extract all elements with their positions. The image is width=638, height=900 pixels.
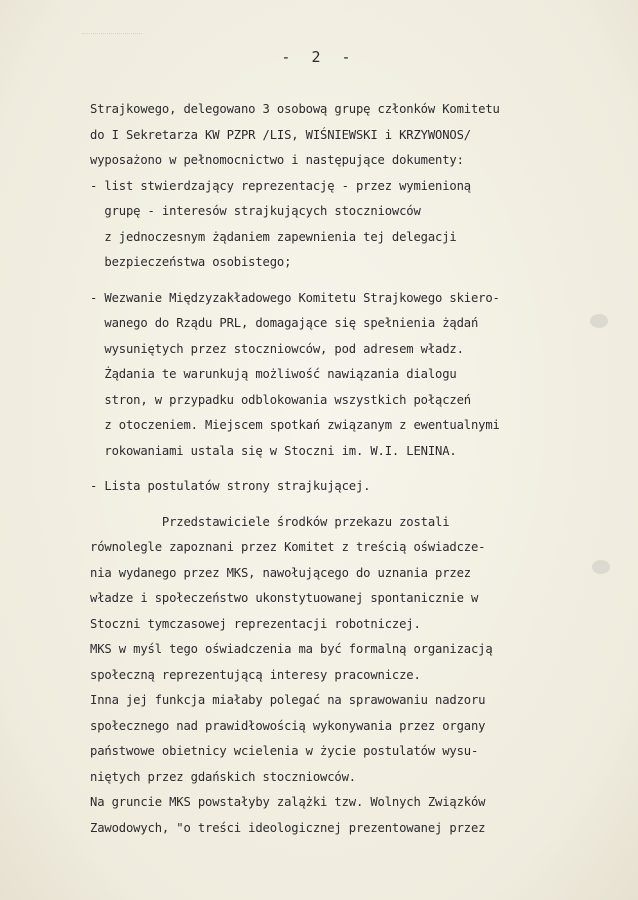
text-line: - Lista postulatów strony strajkującej.: [90, 479, 371, 493]
page-number: - 2 -: [281, 48, 357, 66]
text-line: bezpieczeństwa osobistego;: [90, 255, 292, 269]
text-line: Na gruncie MKS powstałyby zalążki tzw. Wolnych Związków: [90, 795, 486, 809]
text-line: do I Sekretarza KW PZPR /LIS, WIŚNIEWSKI i KRZYWONOS/: [90, 127, 471, 142]
text-line: niętych przez gdańskich stoczniowców.: [90, 769, 356, 784]
text-line: nia wydanego przez MKS, nawołującego do uznania przez: [90, 565, 471, 580]
text-line: Strajkowego, delegowano 3 osobową grupę członków Komitetu: [90, 102, 500, 116]
punch-hole-bottom: [592, 560, 610, 574]
paragraph-gap: [90, 276, 560, 286]
text-line: rokowaniami ustala się w Stoczni im. W.I. LENINA.: [90, 443, 457, 458]
paragraph-gap: [90, 464, 560, 474]
text-line: - Wezwanie Międzyzakładowego Komitetu Strajkowego skiero-: [90, 290, 500, 305]
text-line: - list stwierdzający reprezentację - przez wymienioną: [90, 178, 471, 193]
text-line: równolegle zapoznani przez Komitet z treścią oświadcze-: [90, 540, 486, 554]
text-line: Inna jej funkcja miałaby polegać na sprawowaniu nadzoru: [90, 693, 486, 707]
text-line: wanego do Rządu PRL, domagające się spełnienia żądań: [90, 316, 479, 330]
text-line: wyposażono w pełnomocnictwo i następujące dokumenty:: [90, 153, 464, 167]
typed-text-body: [90, 97, 560, 841]
text-line: Żądania te warunkują możliwość nawiązania dialogu: [90, 367, 457, 381]
text-line: społeczną reprezentującą interesy pracownicze.: [90, 667, 421, 682]
text-line: grupę - interesów strajkujących stoczniowców: [90, 204, 421, 218]
text-line: Zawodowych, "o treści ideologicznej prezentowanej przez: [90, 820, 486, 835]
text-line: z jednoczesnym żądaniem zapewnienia tej delegacji: [90, 229, 457, 244]
text-line: społecznego nad prawidłowością wykonywania przez organy: [90, 718, 486, 733]
text-line: władze i społeczeństwo ukonstytuowanej spontanicznie w: [90, 591, 479, 605]
paragraph-gap: [90, 500, 560, 510]
paper-mark: [82, 33, 142, 36]
text-line: stron, w przypadku odblokowania wszystkich połączeń: [90, 392, 471, 407]
text-line: MKS w myśl tego oświadczenia ma być formalną organizacją: [90, 642, 493, 656]
text-line: państwowe obietnicy wcielenia w życie postulatów wysu-: [90, 744, 479, 758]
text-line: Przedstawiciele środków przekazu zostali: [90, 514, 450, 529]
punch-hole-top: [590, 314, 608, 328]
text-line: z otoczeniem. Miejscem spotkań związanym z ewentualnymi: [90, 418, 500, 432]
text-line: wysuniętych przez stoczniowców, pod adresem władz.: [90, 341, 464, 356]
text-line: Stoczni tymczasowej reprezentacji robotniczej.: [90, 616, 421, 631]
